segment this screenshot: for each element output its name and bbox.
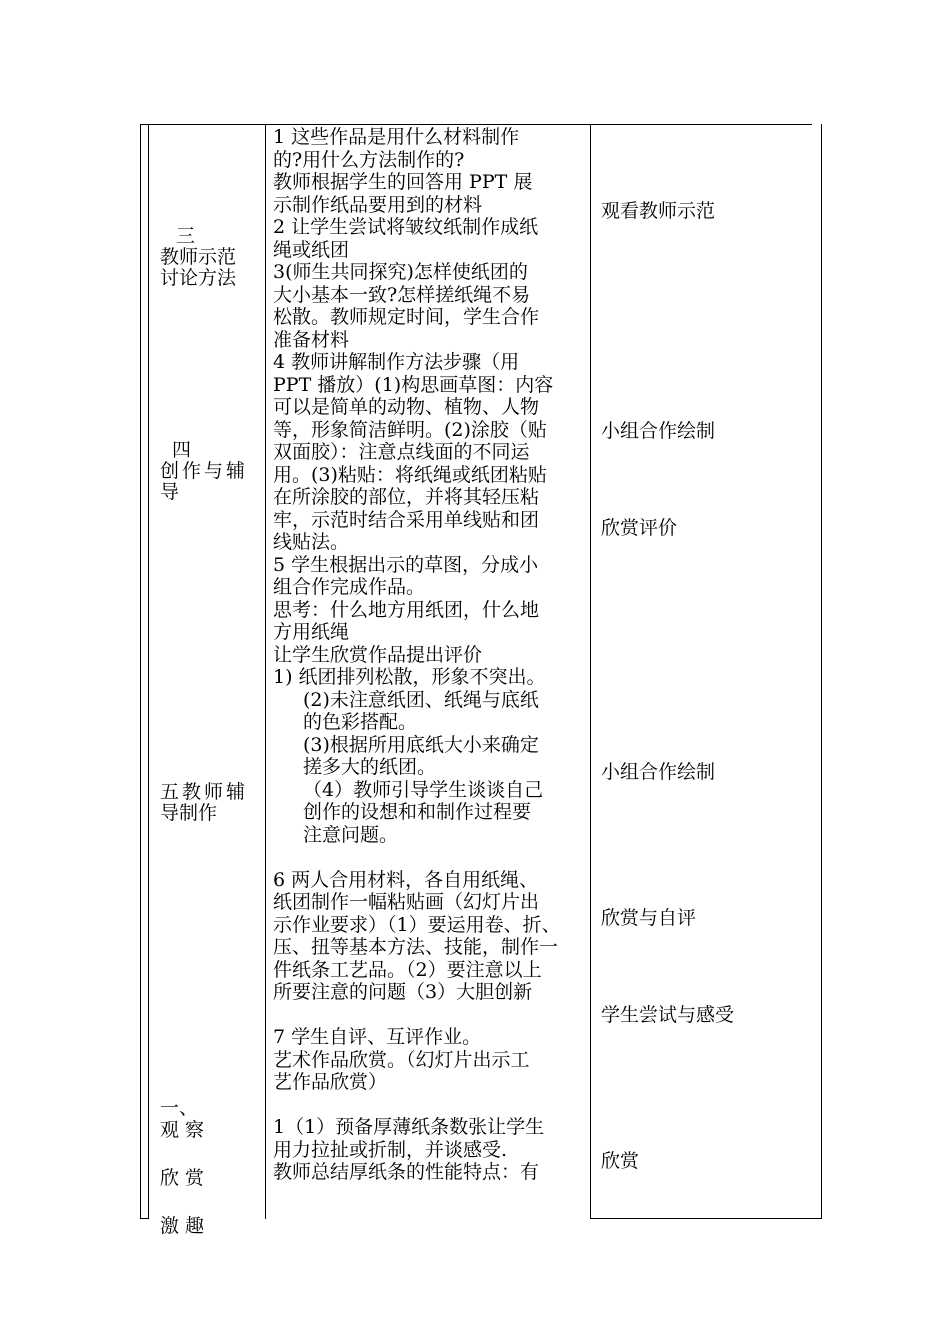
text-line: 大小基本一致?怎样搓纸绳不易 <box>273 283 531 306</box>
text-line: 压、扭等基本方法、技能，制作一 <box>273 936 559 958</box>
text-line: 艺作品欣赏） <box>273 1071 388 1093</box>
text-line: PPT 播放）(1)构思画草图：内容 <box>273 373 554 396</box>
stage-label-1-line: 一、 <box>160 1097 199 1119</box>
text-line: 1 这些作品是用什么材料制作 <box>273 126 520 148</box>
stage-label-1-line: 欣 赏 <box>160 1167 205 1189</box>
text-line: 在所涂胶的部位，并将其轻压粘 <box>273 486 540 508</box>
text-line: 示作业要求）（1）要运用卷、折、 <box>273 913 561 936</box>
text-line: 双面胶）：注意点线面的不同运 <box>273 441 530 463</box>
student-activity: 观看教师示范 <box>601 200 716 222</box>
text-line: 线贴法。 <box>273 531 350 553</box>
text-line: 教师总结厚纸条的性能特点：有 <box>273 1161 540 1183</box>
student-activity: 欣赏评价 <box>601 517 678 539</box>
text-line: 6 两人合用材料，各自用纸绳、 <box>273 868 539 891</box>
text-line: 用力拉扯或折制，并谈感受. <box>273 1138 508 1161</box>
text-line-indented: (2)未注意纸团、纸绳与底纸 <box>303 688 539 711</box>
stage-label-3-line: 讨论方法 <box>160 267 237 289</box>
text-line: 教师根据学生的回答用 PPT 展 <box>273 171 533 193</box>
table-bottom-border-right <box>590 1218 822 1219</box>
text-line: 示制作纸品要用到的材料 <box>273 193 483 216</box>
text-line-indented: 搓多大的纸团。 <box>303 756 437 778</box>
text-line: 的?用什么方法制作的? <box>273 148 465 171</box>
student-activity: 小组合作绘制 <box>601 420 716 442</box>
student-activity: 小组合作绘制 <box>601 761 716 783</box>
text-line: 5 学生根据出示的草图，分成小 <box>273 553 539 576</box>
text-line: 1) 纸团排列松散，形象不突出。 <box>273 666 546 688</box>
text-line: 牢，示范时结合采用单线贴和团 <box>273 508 540 531</box>
stage-label-5-line: 导制作 <box>160 802 218 824</box>
column-divider-2 <box>590 124 591 1219</box>
stage-label-5-line: 五教师辅 <box>160 781 249 803</box>
text-line: 准备材料 <box>273 328 350 351</box>
text-line: 让学生欣赏作品提出评价 <box>273 643 483 666</box>
stage-label-4-line: 四 <box>172 439 192 461</box>
table-left-border-outer <box>140 124 141 1219</box>
student-activity: 学生尝试与感受 <box>601 1004 735 1026</box>
text-line: 可以是简单的动物、植物、人物 <box>273 396 540 418</box>
text-line-indented: 注意问题。 <box>303 823 399 846</box>
spacer <box>273 1004 588 1027</box>
text-line: 绳或纸团 <box>273 238 350 261</box>
stage-label-3 <box>160 226 260 289</box>
text-line: 3(师生共同探究)怎样使纸团的 <box>273 261 528 283</box>
text-line-indented: 创作的设想和和制作过程要 <box>303 801 532 823</box>
text-line: 艺术作品欣赏。（幻灯片出示工 <box>273 1048 530 1071</box>
text-line-indented: 的色彩搭配。 <box>303 711 418 733</box>
table-right-border <box>821 124 822 1219</box>
text-line: 等，形象简洁鲜明。(2)涂胶（贴 <box>273 418 547 441</box>
text-line: 用。(3)粘贴：将纸绳或纸团粘贴 <box>273 463 547 486</box>
text-line: 件纸条工艺品。（2）要注意以上 <box>273 958 542 981</box>
stage-label-1 <box>160 1097 260 1237</box>
stage-label-4 <box>160 440 260 503</box>
stage-label-3-line: 三 <box>176 225 196 247</box>
text-line: 组合作完成作品。 <box>273 576 426 598</box>
text-line: 2 让学生尝试将皱纹纸制作成纸 <box>273 216 539 238</box>
text-line: 纸团制作一幅粘贴画（幻灯片出 <box>273 891 540 913</box>
text-line: 7 学生自评、互评作业。 <box>273 1026 482 1048</box>
spacer <box>273 846 588 869</box>
text-line: 1（1）预备厚薄纸条数张让学生 <box>273 1116 545 1138</box>
text-line: 所要注意的问题（3）大胆创新 <box>273 981 533 1003</box>
stage-label-4-line: 导 <box>160 481 180 503</box>
text-line: 思考：什么地方用纸团，什么地 <box>273 598 540 621</box>
table-left-border-inner <box>148 124 149 1219</box>
teacher-activity-column <box>273 126 588 1184</box>
spacer <box>273 1094 588 1117</box>
stage-label-1-line: 激 趣 <box>160 1215 205 1237</box>
stage-label-5 <box>160 782 260 824</box>
text-line: 方用纸绳 <box>273 621 350 643</box>
text-line: 松散。教师规定时间，学生合作 <box>273 306 540 328</box>
stage-label-3-line: 教师示范 <box>160 246 237 268</box>
student-activity: 欣赏 <box>601 1150 640 1172</box>
table-top-border <box>140 124 812 125</box>
column-divider-1 <box>265 124 266 1219</box>
stage-label-4-line: 创作与辅 <box>160 460 249 482</box>
text-line-indented: (3)根据所用底纸大小来确定 <box>303 733 539 756</box>
stage-label-1-line: 观 察 <box>160 1119 205 1141</box>
text-line: 4 教师讲解制作方法步骤（用 <box>273 351 520 373</box>
text-line-indented: （4）教师引导学生谈谈自己 <box>303 778 544 801</box>
student-activity: 欣赏与自评 <box>601 907 697 929</box>
